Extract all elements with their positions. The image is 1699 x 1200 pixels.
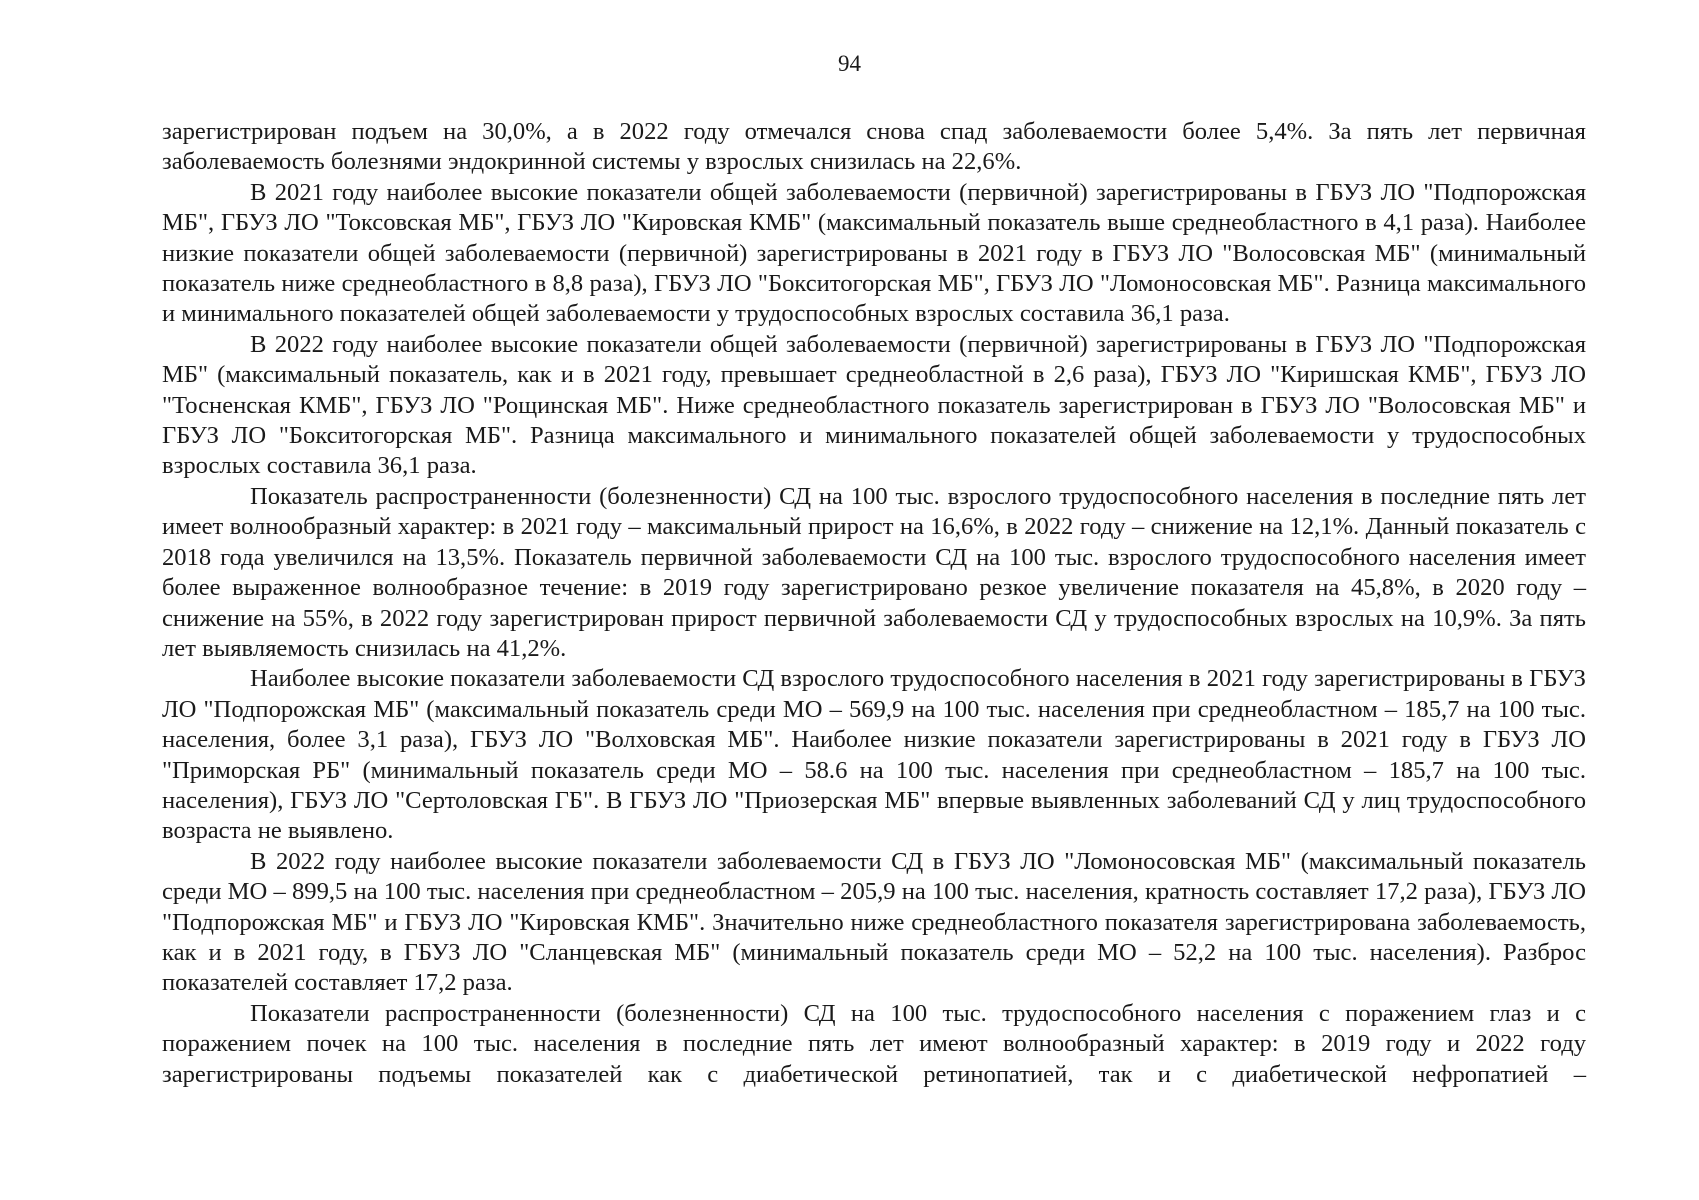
paragraph-2022-general-morbidity: В 2022 году наиболее высокие показатели общей заболеваемости (первичной) зарегистрированы в ГБУЗ ЛО "Подпорожская МБ" (максимальный показатель, как и в 2021 году, превышает среднеобластной в 2,6 раза), ГБУЗ ЛО "Киришская КМБ", ГБУЗ ЛО "Тосненская КМБ", ГБУЗ ЛО "Рощинская МБ". Ниже среднеобластного показатель зарегистрирован в ГБУЗ ЛО "Волосовская МБ" и ГБУЗ ЛО "Бокситогорская МБ". Разница максимального и минимального показателей общей заболеваемости у трудоспособных взрослых составила 36,1 раза.: [162, 330, 1586, 480]
paragraph-continuation: зарегистрирован подъем на 30,0%, а в 2022 году отмечался снова спад заболеваемости более 5,4%. За пять лет первичная заболеваемость болезнями эндокринной системы у взрослых снизилась на 22,6%.: [162, 118, 1586, 176]
paragraph-diabetes-prevalence: Показатель распространенности (болезненности) СД на 100 тыс. взрослого трудоспособного населения в последние пять лет имеет волнообразный характер: в 2021 году – максимальный прирост на 16,6%, в 2022 году – снижение на 12,1%. Данный показатель с 2018 года увеличился на 13,5%. Показатель первичной заболеваемости СД на 100 тыс. взрослого трудоспособного населения имеет более выраженное волнообразное течение: в 2019 году зарегистрировано резкое увеличение показателя на 45,8%, в 2020 году – снижение на 55%, в 2022 году зарегистрирован прирост первичной заболеваемости СД у трудоспособных взрослых на 10,9%. За пять лет выявляемость снизилась на 41,2%.: [162, 482, 1586, 662]
document-body: [162, 117, 1586, 1090]
page-number: 94: [838, 51, 861, 76]
paragraph-2021-diabetes-morbidity: Наиболее высокие показатели заболеваемости СД взрослого трудоспособного населения в 2021 году зарегистрированы в ГБУЗ ЛО "Подпорожская МБ" (максимальный показатель среди МО – 569,9 на 100 тыс. населения при среднеобластном – 185,7 на 100 тыс. населения, более 3,1 раза), ГБУЗ ЛО "Волховская МБ". Наиболее низкие показатели зарегистрированы в 2021 году в ГБУЗ ЛО "Приморская РБ" (минимальный показатель среди МО – 58.6 на 100 тыс. населения при среднеобластном – 185,7 на 100 тыс. населения), ГБУЗ ЛО "Сертоловская ГБ". В ГБУЗ ЛО "Приозерская МБ" впервые выявленных заболеваний СД у лиц трудоспособного возраста не выявлено.: [162, 665, 1586, 845]
paragraph-complications-prevalence: Показатели распространенности (болезненности) СД на 100 тыс. трудоспособного населения с поражением глаз и с поражением почек на 100 тыс. населения в последние пять лет имеют волнообразный характер: в 2019 году и 2022 году зарегистрированы подъемы показателей как с диабетической ретинопатией, так и с диабетической нефропатией –: [162, 999, 1586, 1088]
paragraph-2021-general-morbidity: В 2021 году наиболее высокие показатели общей заболеваемости (первичной) зарегистрированы в ГБУЗ ЛО "Подпорожская МБ", ГБУЗ ЛО "Токсовская МБ", ГБУЗ ЛО "Кировская КМБ" (максимальный показатель выше среднеобластного в 4,1 раза). Наиболее низкие показатели общей заболеваемости (первичной) зарегистрированы в 2021 году в ГБУЗ ЛО "Волосовская МБ" (минимальный показатель ниже среднеобластного в 8,8 раза), ГБУЗ ЛО "Бокситогорская МБ", ГБУЗ ЛО "Ломоносовская МБ". Разница максимального и минимального показателей общей заболеваемости у трудоспособных взрослых составила 36,1 раза.: [162, 178, 1586, 328]
paragraph-2022-diabetes-morbidity: В 2022 году наиболее высокие показатели заболеваемости СД в ГБУЗ ЛО "Ломоносовская МБ" (максимальный показатель среди МО – 899,5 на 100 тыс. населения при среднеобластном – 205,9 на 100 тыс. населения, кратность составляет 17,2 раза), ГБУЗ ЛО "Подпорожская МБ" и ГБУЗ ЛО "Кировская КМБ". Значительно ниже среднеобластного показателя зарегистрирована заболеваемость, как и в 2021 году, в ГБУЗ ЛО "Сланцевская МБ" (минимальный показатель среди МО – 52,2 на 100 тыс. населения). Разброс показателей составляет 17,2 раза.: [162, 847, 1586, 997]
